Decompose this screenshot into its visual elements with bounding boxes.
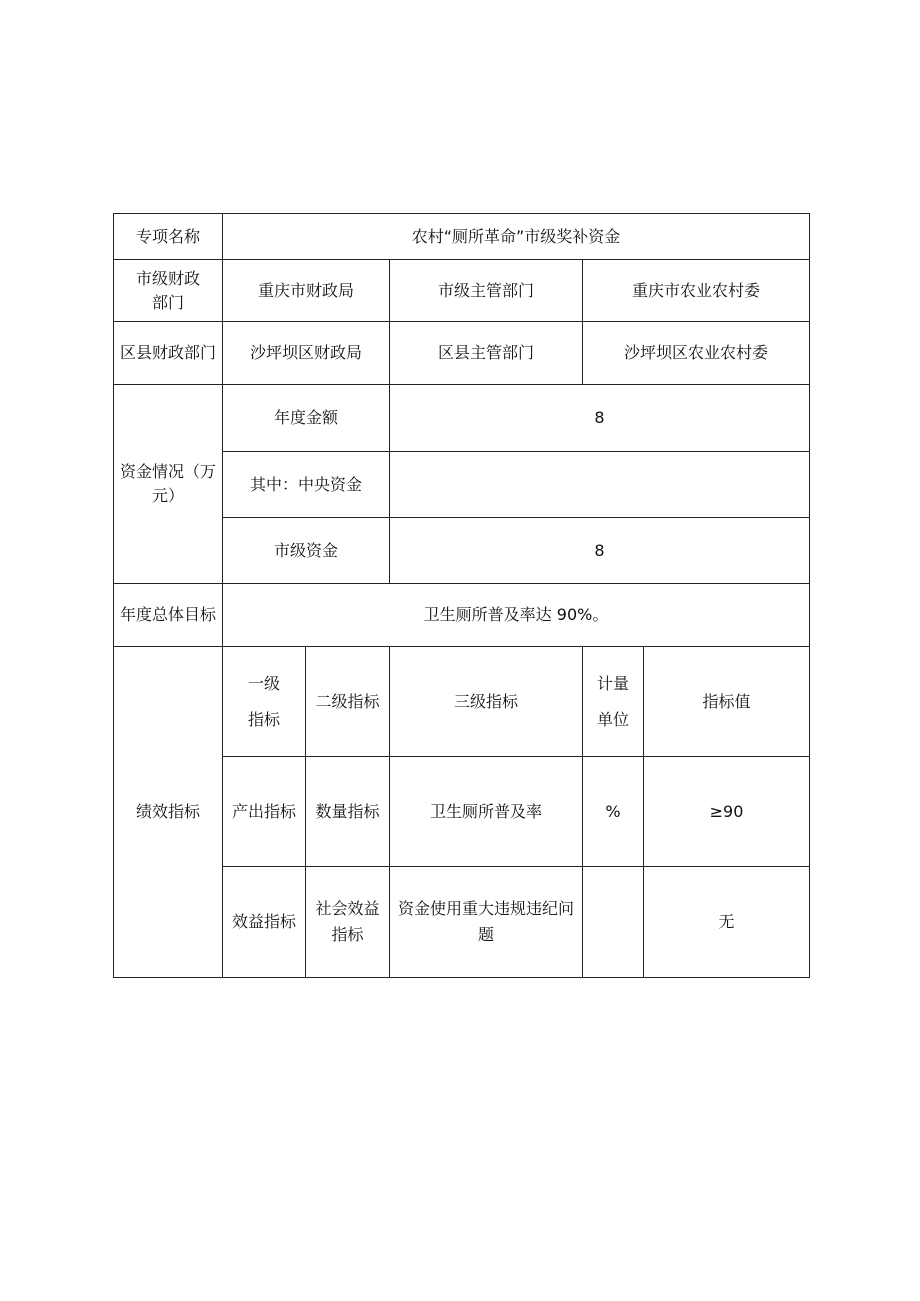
city-funds-value: 8 bbox=[390, 518, 810, 584]
city-authority-label: 市级主管部门 bbox=[390, 260, 583, 322]
indicator-unit bbox=[583, 867, 644, 978]
indicator-level2: 社会效益指标 bbox=[306, 867, 390, 978]
header-level3: 三级指标 bbox=[390, 647, 583, 757]
performance-label: 绩效指标 bbox=[114, 647, 223, 978]
header-level1: 一级指标 bbox=[223, 647, 306, 757]
district-authority-label: 区县主管部门 bbox=[390, 322, 583, 385]
indicator-level3: 卫生厕所普及率 bbox=[390, 757, 583, 867]
indicator-value: 无 bbox=[644, 867, 810, 978]
city-authority-value: 重庆市农业农村委 bbox=[583, 260, 810, 322]
indicator-level3: 资金使用重大违规违纪问题 bbox=[390, 867, 583, 978]
district-finance-label: 区县财政部门 bbox=[114, 322, 223, 385]
project-name-label: 专项名称 bbox=[114, 214, 223, 260]
funds-label: 资金情况（万元） bbox=[114, 385, 223, 584]
header-value: 指标值 bbox=[644, 647, 810, 757]
annual-amount-label: 年度金额 bbox=[223, 385, 390, 452]
annual-goal-label: 年度总体目标 bbox=[114, 584, 223, 647]
annual-goal-text: 卫生厕所普及率达 90%。 bbox=[223, 584, 810, 647]
city-finance-label: 市级财政部门 bbox=[114, 260, 223, 322]
row-annual-amount bbox=[114, 385, 810, 452]
indicator-level1: 产出指标 bbox=[223, 757, 306, 867]
header-level2: 二级指标 bbox=[306, 647, 390, 757]
row-district-departments bbox=[114, 322, 810, 385]
row-project-name bbox=[114, 214, 810, 260]
row-annual-goal bbox=[114, 584, 810, 647]
district-finance-value: 沙坪坝区财政局 bbox=[223, 322, 390, 385]
city-finance-value: 重庆市财政局 bbox=[223, 260, 390, 322]
district-authority-value: 沙坪坝区农业农村委 bbox=[583, 322, 810, 385]
indicator-level2: 数量指标 bbox=[306, 757, 390, 867]
city-funds-label: 市级资金 bbox=[223, 518, 390, 584]
indicator-level1: 效益指标 bbox=[223, 867, 306, 978]
header-unit: 计量单位 bbox=[583, 647, 644, 757]
indicator-value: ≥90 bbox=[644, 757, 810, 867]
indicator-unit: % bbox=[583, 757, 644, 867]
row-indicator-headers bbox=[114, 647, 810, 757]
project-name-value: 农村“厕所革命”市级奖补资金 bbox=[223, 214, 810, 260]
performance-target-table bbox=[113, 213, 810, 978]
row-city-departments bbox=[114, 260, 810, 322]
annual-amount-value: 8 bbox=[390, 385, 810, 452]
central-funds-label: 其中：中央资金 bbox=[223, 452, 390, 518]
central-funds-value bbox=[390, 452, 810, 518]
